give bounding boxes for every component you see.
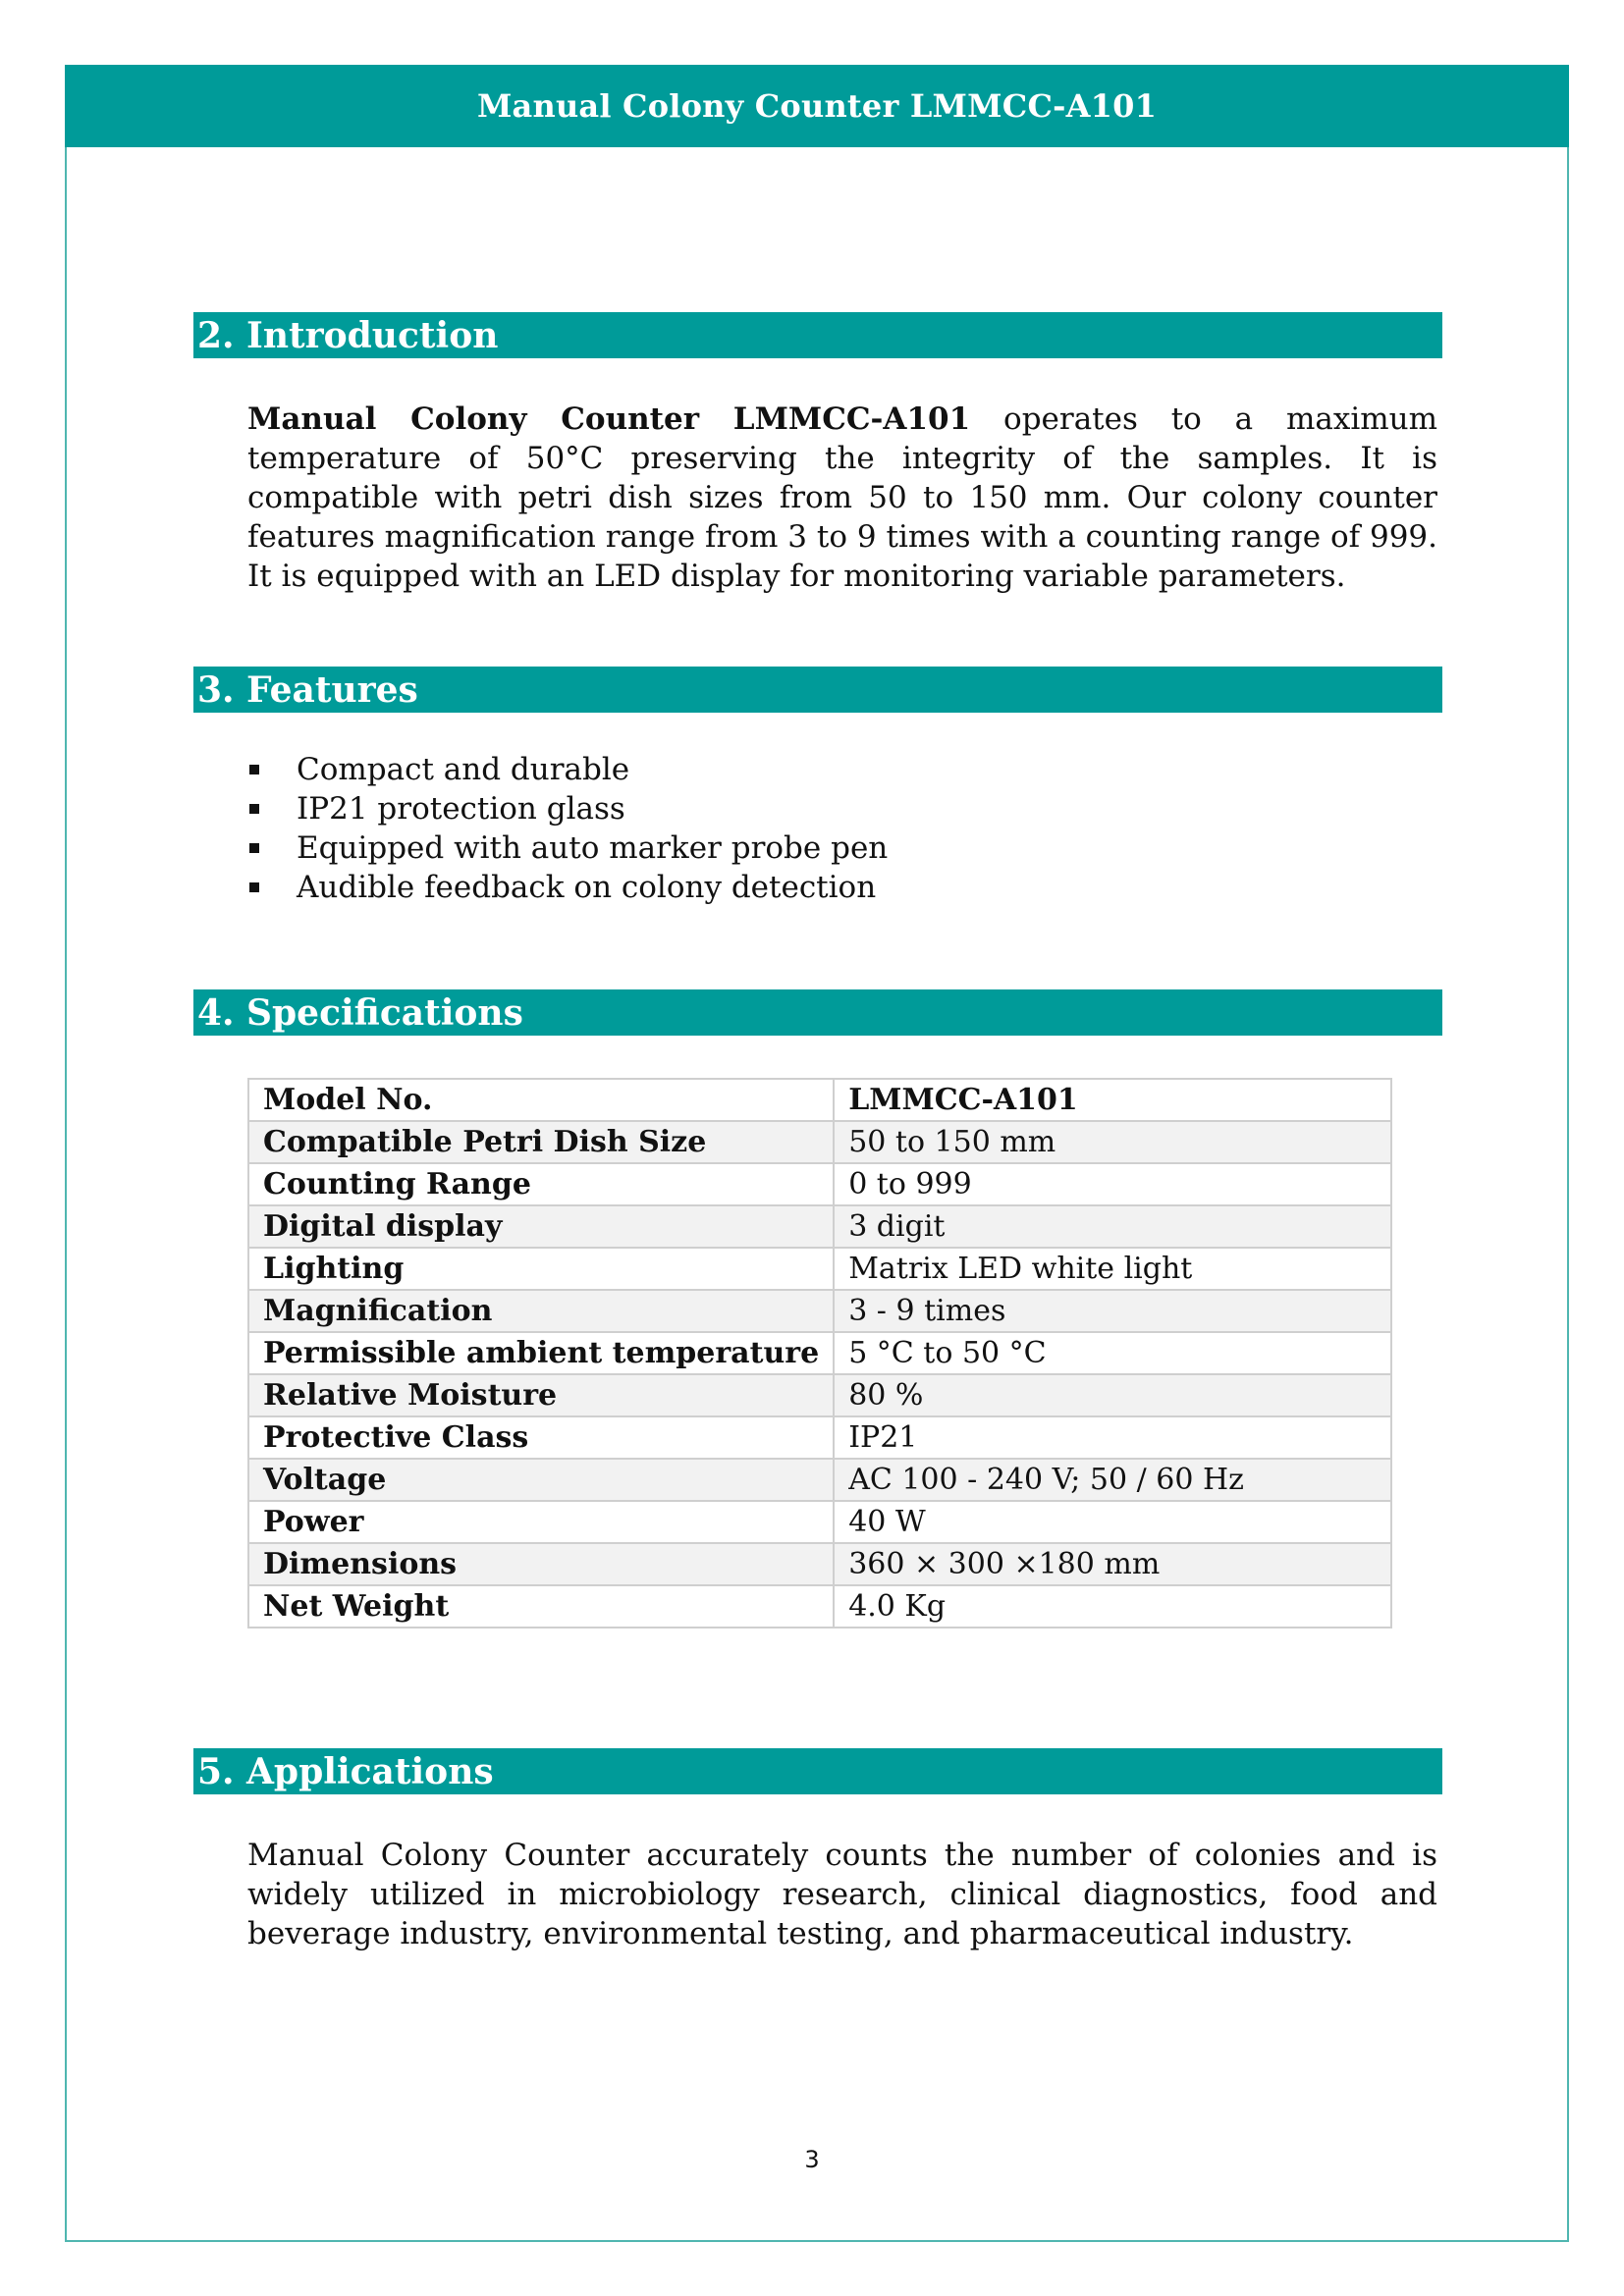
spec-key: Net Weight <box>248 1585 834 1628</box>
spec-value: 40 W <box>834 1501 1391 1543</box>
introduction-lead: Manual Colony Counter LMMCC-A101 <box>247 401 971 437</box>
bullet-icon <box>249 804 259 814</box>
table-row <box>248 1374 1391 1416</box>
features-list <box>247 750 888 907</box>
list-item-text: Equipped with auto marker probe pen <box>297 830 889 866</box>
spec-key: Protective Class <box>248 1416 834 1459</box>
section-title: Introduction <box>246 314 499 356</box>
page-title: Manual Colony Counter LMMCC-A101 <box>476 87 1158 125</box>
section-number: 5. <box>197 1750 235 1792</box>
spec-value: LMMCC-A101 <box>834 1079 1391 1121</box>
spec-key: Digital display <box>248 1205 834 1248</box>
section-title: Applications <box>246 1750 494 1792</box>
bullet-icon <box>249 843 259 853</box>
spec-value: 360 × 300 ×180 mm <box>834 1543 1391 1585</box>
spec-value: 80 % <box>834 1374 1391 1416</box>
section-number: 4. <box>197 991 235 1034</box>
table-row <box>248 1079 1391 1121</box>
list-item <box>247 750 888 789</box>
table-row <box>248 1501 1391 1543</box>
spec-value: 50 to 150 mm <box>834 1121 1391 1163</box>
table-row <box>248 1205 1391 1248</box>
section-title: Specifications <box>246 991 523 1034</box>
spec-value: 3 digit <box>834 1205 1391 1248</box>
list-item <box>247 828 888 868</box>
spec-value: Matrix LED white light <box>834 1248 1391 1290</box>
list-item <box>247 789 888 828</box>
introduction-paragraph <box>247 400 1437 596</box>
table-row <box>248 1332 1391 1374</box>
spec-value: 3 - 9 times <box>834 1290 1391 1332</box>
applications-paragraph: Manual Colony Counter accurately counts the number of colonies and is widely utilized in microbiology research, clinical diagnostics, food and beverage industry, environmental testing, and pharmaceutical industry. <box>247 1838 1437 1951</box>
spec-value: 4.0 Kg <box>834 1585 1391 1628</box>
spec-key: Relative Moisture <box>248 1374 834 1416</box>
section-heading-introduction <box>193 312 1442 358</box>
spec-key: Model No. <box>248 1079 834 1121</box>
spec-key: Voltage <box>248 1459 834 1501</box>
table-row <box>248 1585 1391 1628</box>
table-row <box>248 1248 1391 1290</box>
spec-value: IP21 <box>834 1416 1391 1459</box>
section-heading-features <box>193 667 1442 713</box>
spec-value: 5 °C to 50 °C <box>834 1332 1391 1374</box>
section-number: 3. <box>197 668 235 711</box>
section-number: 2. <box>197 314 235 356</box>
spec-key: Compatible Petri Dish Size <box>248 1121 834 1163</box>
specifications-table <box>247 1078 1392 1629</box>
spec-key: Dimensions <box>248 1543 834 1585</box>
table-row <box>248 1543 1391 1585</box>
table-row <box>248 1290 1391 1332</box>
table-row <box>248 1459 1391 1501</box>
bullet-icon <box>249 882 259 892</box>
section-heading-applications <box>193 1748 1442 1794</box>
table-row <box>248 1416 1391 1459</box>
introduction-body: operates to a maximum temperature of 50°C preserving the integrity of the samples. It is compatible with petri dish sizes from 50 to 150 mm. Our colony counter features magnification range from 3 to 9 times with a counting range of 999. It is equipped with an LED display for monitoring variable parameters. <box>247 401 1438 594</box>
spec-value: 0 to 999 <box>834 1163 1391 1205</box>
table-row <box>248 1121 1391 1163</box>
spec-key: Lighting <box>248 1248 834 1290</box>
table-row <box>248 1163 1391 1205</box>
spec-value: AC 100 - 240 V; 50 / 60 Hz <box>834 1459 1391 1501</box>
list-item <box>247 868 888 907</box>
list-item-text: Audible feedback on colony detection <box>297 870 877 905</box>
section-title: Features <box>246 668 418 711</box>
header-bar <box>65 65 1569 147</box>
list-item-text: IP21 protection glass <box>297 791 625 827</box>
list-item-text: Compact and durable <box>297 752 630 787</box>
spec-key: Power <box>248 1501 834 1543</box>
page-number: 3 <box>804 2146 820 2173</box>
spec-key: Permissible ambient temperature <box>248 1332 834 1374</box>
bullet-icon <box>249 765 259 774</box>
section-heading-specifications <box>193 989 1442 1036</box>
spec-key: Magnification <box>248 1290 834 1332</box>
spec-key: Counting Range <box>248 1163 834 1205</box>
